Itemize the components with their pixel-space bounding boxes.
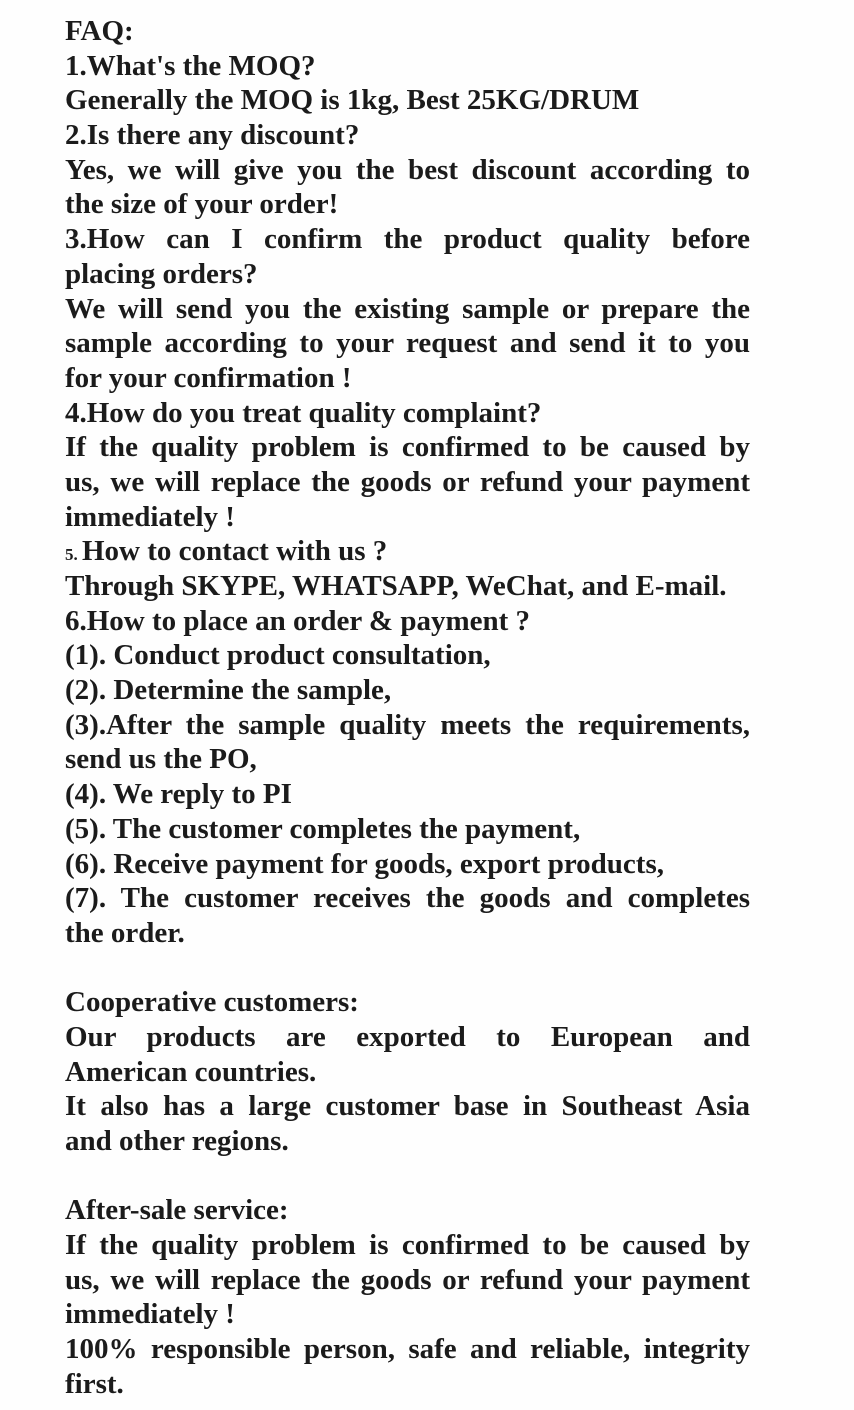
text-line: placing orders?: [65, 257, 258, 290]
text-line: sample according to your request and send it to you: [65, 327, 750, 360]
text-line: 100% responsible person, safe and reliable, integrity: [65, 1333, 750, 1366]
text-line: 4.How do you treat quality complaint?: [65, 396, 542, 429]
text-line: (1). Conduct product consultation,: [65, 639, 491, 672]
text-line: Generally the MOQ is 1kg, Best 25KG/DRUM: [65, 84, 640, 117]
text-line: Our products are exported to European and: [65, 1020, 750, 1053]
text-line: (6). Receive payment for goods, export products,: [65, 847, 664, 880]
text-line: After-sale service:: [65, 1194, 289, 1227]
text-line: 3.How can I confirm the product quality before: [65, 223, 750, 256]
text-line: Yes, we will give you the best discount according to: [65, 153, 750, 186]
text-line: Through SKYPE, WHATSAPP, WeChat, and E-mail.: [65, 570, 727, 602]
text-line: 6.How to place an order & payment ?: [65, 604, 531, 637]
text-line: Cooperative customers:: [65, 986, 359, 1019]
text-line: If the quality problem is confirmed to be caused by: [65, 1229, 750, 1262]
text-line: It also has a large customer base in Southeast Asia: [65, 1090, 750, 1123]
text-line: 1.What's the MOQ?: [65, 49, 316, 82]
text-line: send us the PO,: [65, 743, 257, 776]
text-line: We will send you the existing sample or prepare the: [65, 292, 750, 325]
text-line: (2). Determine the sample,: [65, 674, 392, 707]
text-line: (3).After the sample quality meets the requirements,: [65, 708, 750, 741]
text-line: the order.: [65, 916, 185, 949]
text-line: the size of your order!: [65, 188, 339, 221]
document-lines: [65, 14, 750, 1402]
small-number-prefix: 5.: [65, 545, 82, 565]
text-line: and other regions.: [65, 1125, 289, 1157]
text-line: If the quality problem is confirmed to be caused by: [65, 431, 750, 464]
text-line: us, we will replace the goods or refund your payment: [65, 1263, 750, 1296]
text-line: (7). The customer receives the goods and completes: [65, 882, 750, 915]
text-line: us, we will replace the goods or refund your payment: [65, 465, 750, 498]
text-line: (4). We reply to PI: [65, 778, 292, 811]
text-line: FAQ:: [65, 15, 134, 47]
text-line: 5. How to contact with us ?: [65, 535, 388, 568]
text-line: for your confirmation !: [65, 361, 352, 394]
blank-line: [65, 951, 750, 986]
text-line: first.: [65, 1367, 124, 1400]
text-line: immediately !: [65, 500, 235, 533]
blank-line: [65, 1159, 750, 1194]
text-line: American countries.: [65, 1055, 317, 1088]
faq-document: [65, 14, 750, 1402]
text-line: immediately !: [65, 1298, 235, 1331]
text-line: (5). The customer completes the payment,: [65, 812, 581, 845]
text-line: 2.Is there any discount?: [65, 119, 360, 152]
